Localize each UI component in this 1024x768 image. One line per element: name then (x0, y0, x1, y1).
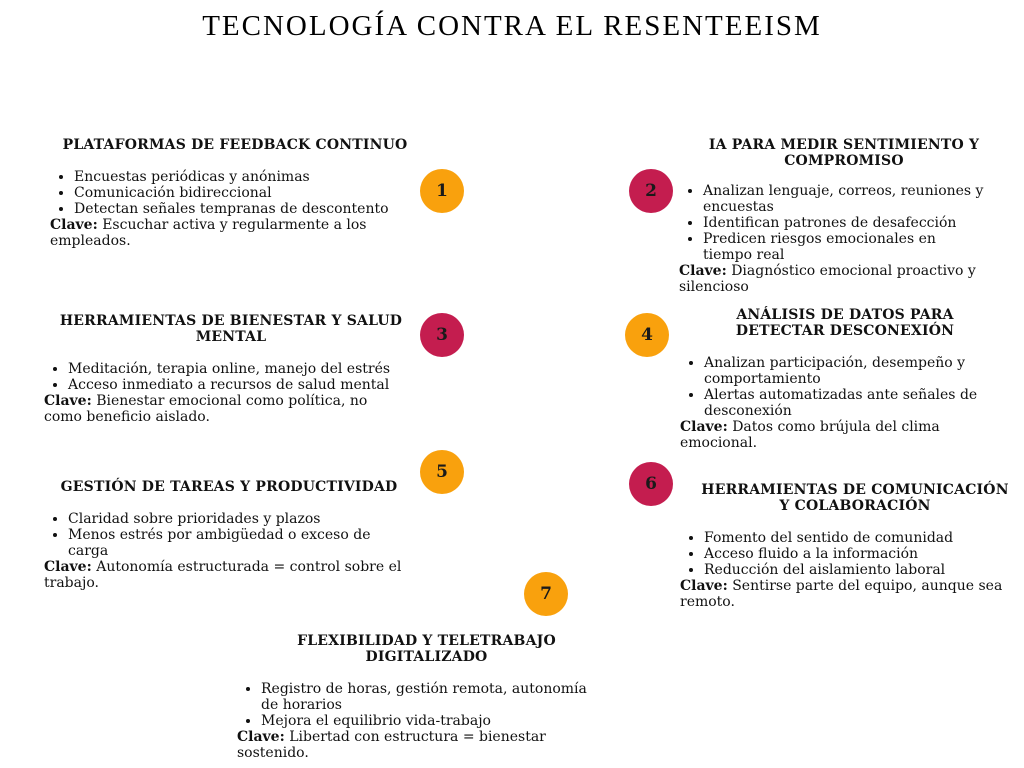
number-badge-3: 3 (420, 313, 464, 357)
section-title: HERRAMIENTAS DE BIENESTAR Y SALUD MENTAL (59, 313, 403, 345)
section-title: GESTIÓN DE TAREAS Y PRODUCTIVIDAD (60, 479, 398, 495)
number-badge-4: 4 (625, 313, 669, 357)
page-title: TECNOLOGÍA CONTRA EL RESENTEEISM (202, 10, 822, 42)
number-badge-6: 6 (629, 462, 673, 506)
bullet-item: • Acceso fluido a la información (704, 546, 1016, 562)
section-flexibilidad (237, 633, 602, 761)
key-label: Clave: (50, 217, 98, 233)
key-label: Clave: (44, 559, 92, 575)
section-title: HERRAMIENTAS DE COMUNICACIÓN Y COLABORACIÓN (701, 482, 1009, 514)
section-title: ANÁLISIS DE DATOS PARA DETECTAR DESCONEXIÓN (735, 307, 955, 339)
key-text (44, 559, 404, 591)
bullet-item: • Fomento del sentido de comunidad (704, 530, 1016, 546)
key-value: Libertad con estructura = bienestar sostenido. (237, 729, 546, 761)
section-comunicacion (680, 482, 1016, 610)
bullet-list (680, 530, 1016, 578)
key-label: Clave: (44, 393, 92, 409)
key-value: Bienestar emocional como política, no como beneficio aislado. (44, 393, 368, 425)
key-text (237, 729, 602, 761)
key-value: Datos como brújula del clima emocional. (680, 419, 940, 451)
section-title: FLEXIBILIDAD Y TELETRABAJO DIGITALIZADO (297, 633, 556, 665)
section-title: IA PARA MEDIR SENTIMIENTO Y COMPROMISO (708, 137, 980, 169)
key-text (50, 217, 410, 249)
key-text (680, 419, 1000, 451)
bullet-list (237, 681, 602, 729)
bullet-list (44, 511, 404, 559)
bullet-item: • Reducción del aislamiento laboral (704, 562, 1016, 578)
bullet-item: • Identifican patrones de desafección (703, 215, 989, 231)
key-value: Sentirse parte del equipo, aunque sea remoto. (680, 578, 1003, 610)
bullet-item: • Encuestas periódicas y anónimas (74, 169, 410, 185)
bullet-item: • Claridad sobre prioridades y plazos (68, 511, 404, 527)
key-value: Autonomía estructurada = control sobre el trabajo. (44, 559, 402, 591)
bullet-item: • Meditación, terapia online, manejo del estrés (68, 361, 404, 377)
section-title: PLATAFORMAS DE FEEDBACK CONTINUO (62, 137, 408, 153)
section-bienestar (44, 313, 404, 425)
bullet-item: • Detectan señales tempranas de descontento (74, 201, 410, 217)
bullet-item: • Comunicación bidireccional (74, 185, 410, 201)
bullet-list (679, 183, 989, 263)
section-feedback (50, 137, 410, 249)
key-label: Clave: (237, 729, 285, 745)
section-analisis-datos (680, 307, 1000, 451)
bullet-item: • Registro de horas, gestión remota, autonomía de horarios (261, 681, 602, 713)
bullet-item: • Menos estrés por ambigüedad o exceso de carga (68, 527, 404, 559)
bullet-item: • Mejora el equilibrio vida-trabajo (261, 713, 602, 729)
number-badge-2: 2 (629, 169, 673, 213)
bullet-item: • Analizan participación, desempeño y comportamiento (704, 355, 1000, 387)
number-badge-7: 7 (524, 572, 568, 616)
bullet-list (44, 361, 404, 393)
bullet-item: • Acceso inmediato a recursos de salud mental (68, 377, 404, 393)
key-label: Clave: (679, 263, 727, 279)
bullet-item: • Alertas automatizadas ante señales de desconexión (704, 387, 1000, 419)
key-text (679, 263, 989, 295)
bullet-item: • Predicen riesgos emocionales en tiempo real (703, 231, 989, 263)
key-label: Clave: (680, 419, 728, 435)
key-value: Escuchar activa y regularmente a los empleados. (50, 217, 367, 249)
section-gestion-tareas (44, 479, 404, 591)
key-label: Clave: (680, 578, 728, 594)
number-badge-1: 1 (420, 169, 464, 213)
bullet-list (50, 169, 410, 217)
key-value: Diagnóstico emocional proactivo y silencioso (679, 263, 976, 295)
section-ia-sentimiento (679, 137, 989, 295)
number-badge-5: 5 (420, 450, 464, 494)
bullet-list (680, 355, 1000, 419)
key-text (44, 393, 404, 425)
bullet-item: • Analizan lenguaje, correos, reuniones y encuestas (703, 183, 989, 215)
key-text (680, 578, 1016, 610)
